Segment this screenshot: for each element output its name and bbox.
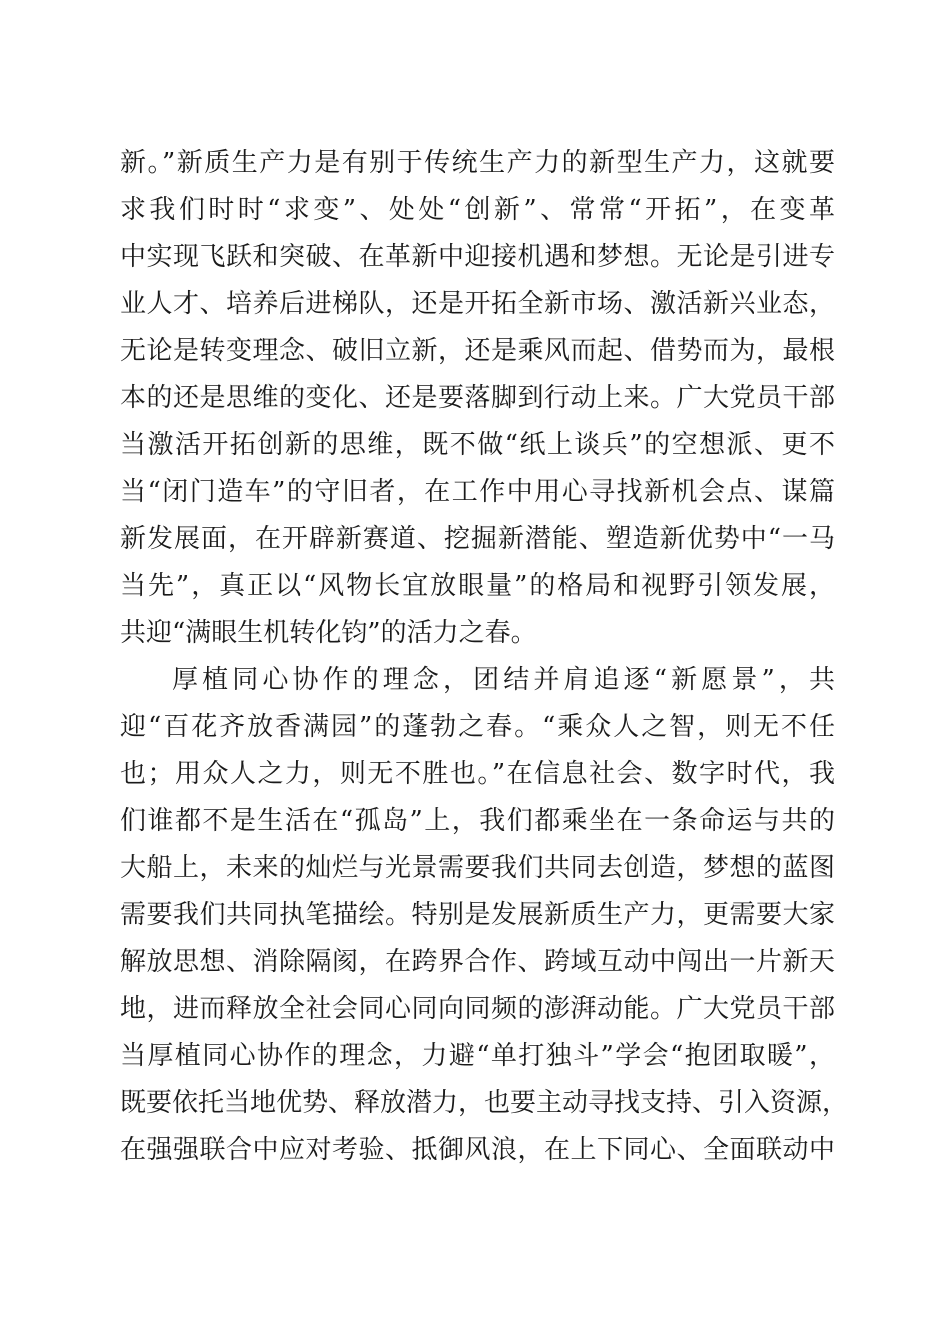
paragraph-1-line-9: 新发展面，在开辟新赛道、挖掘新潜能、塑造新优势中“一马: [120, 524, 835, 554]
paragraph-1-line-2: 求我们时时“求变”、处处“创新”、常常“开拓”，在变革: [120, 195, 835, 225]
paragraph-1-line-3: 中实现飞跃和突破、在革新中迎接机遇和梦想。无论是引进专: [120, 242, 835, 272]
paragraph-2-line-9: 当厚植同心协作的理念，力避“单打独斗”学会“抱团取暖”，: [120, 1041, 835, 1071]
paragraph-1-line-6: 本的还是思维的变化、还是要落脚到行动上来。广大党员干部: [120, 383, 835, 413]
paragraph-2-line-7: 解放思想、消除隔阂，在跨界合作、跨域互动中闯出一片新天: [120, 947, 835, 977]
paragraph-2-line-4: 们谁都不是生活在“孤岛”上，我们都乘坐在一条命运与共的: [120, 806, 835, 836]
paragraph-1-line-10: 当先”，真正以“风物长宜放眼量”的格局和视野引领发展，: [120, 571, 835, 601]
paragraph-1-line-11: 共迎“满眼生机转化钧”的活力之春。: [120, 618, 537, 648]
paragraph-2-line-3: 也；用众人之力，则无不胜也。”在信息社会、数字时代，我: [120, 759, 835, 789]
paragraph-1-line-8: 当“闭门造车”的守旧者，在工作中用心寻找新机会点、谋篇: [120, 477, 835, 507]
paragraph-2-line-8: 地，进而释放全社会同心同向同频的澎湃动能。广大党员干部: [120, 994, 835, 1024]
body-text: [120, 140, 849, 1174]
paragraph-2-line-2: 迎“百花齐放香满园”的蓬勃之春。“乘众人之智，则无不任: [120, 712, 835, 742]
paragraph-1-line-7: 当激活开拓创新的思维，既不做“纸上谈兵”的空想派、更不: [120, 430, 835, 460]
paragraph-1-line-1: 新。”新质生产力是有别于传统生产力的新型生产力，这就要: [120, 148, 835, 178]
paragraph-2-line-11: 在强强联合中应对考验、抵御风浪，在上下同心、全面联动中: [120, 1135, 835, 1165]
paragraph-1-line-5: 无论是转变理念、破旧立新，还是乘风而起、借势而为，最根: [120, 336, 835, 366]
paragraph-2-line-10: 既要依托当地优势、释放潜力，也要主动寻找支持、引入资源，: [120, 1088, 849, 1118]
paragraph-2-line-1: 厚植同心协作的理念，团结并肩追逐“新愿景”，共: [172, 665, 835, 695]
paragraph-2-line-6: 需要我们共同执笔描绘。特别是发展新质生产力，更需要大家: [120, 900, 835, 930]
paragraph-2-line-5: 大船上，未来的灿烂与光景需要我们共同去创造，梦想的蓝图: [120, 853, 835, 883]
paragraph-1-line-4: 业人才、培养后进梯队，还是开拓全新市场、激活新兴业态，: [120, 289, 835, 319]
